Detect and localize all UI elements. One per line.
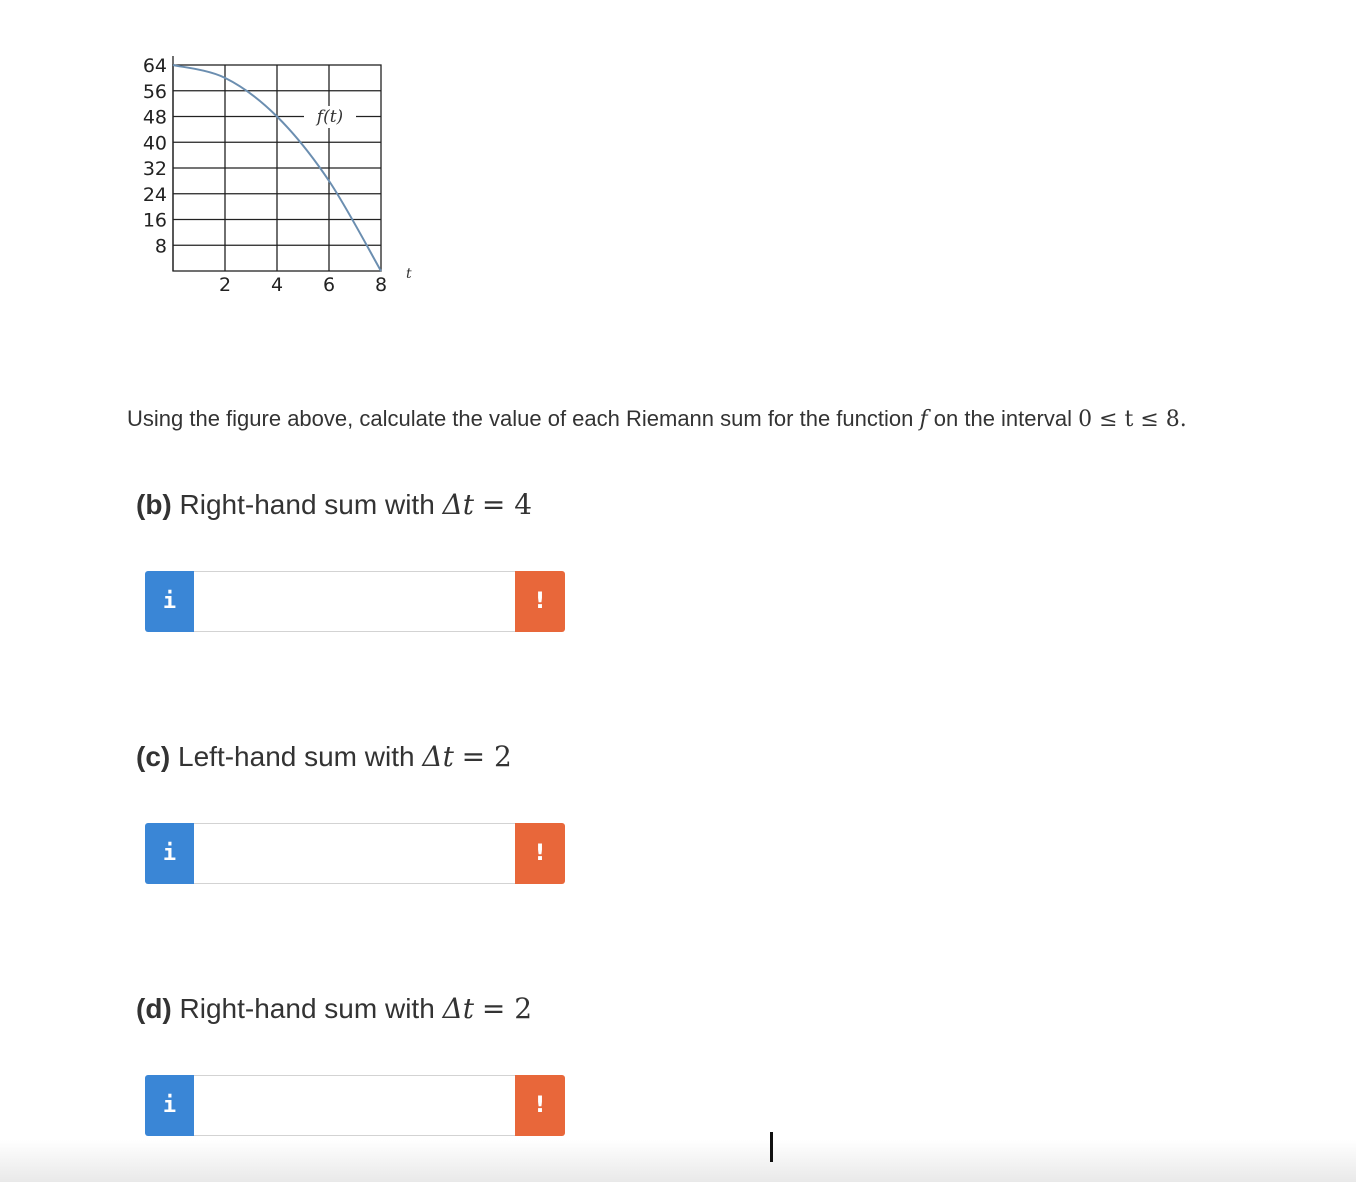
part-c-value: = 2	[461, 740, 512, 773]
part-c-text: Left-hand sum with	[178, 741, 415, 772]
y-tick-label: 24	[142, 183, 167, 206]
x-tick-label: 8	[374, 274, 388, 296]
prompt-interval: 0 ≤ t ≤ 8.	[1078, 407, 1187, 432]
prompt-text: Using the figure above, calculate the value of each Riemann sum for the function	[127, 406, 914, 431]
bottom-fade	[0, 1140, 1356, 1182]
part-d-text: Right-hand sum with	[179, 993, 435, 1024]
y-tick-label: 16	[142, 209, 167, 232]
y-tick-label: 56	[142, 80, 167, 103]
part-d-info-button[interactable]: i	[145, 1075, 194, 1136]
question-prompt	[127, 406, 1187, 432]
prompt-interval-prefix: on the interval	[933, 406, 1072, 431]
part-d-warning-button[interactable]: !	[515, 1075, 565, 1136]
part-b-text: Right-hand sum with	[179, 489, 435, 520]
part-b-label	[136, 488, 532, 521]
part-b-warning-button[interactable]: !	[515, 571, 565, 632]
y-tick-label: 40	[142, 132, 167, 155]
part-d-answer-input[interactable]	[194, 1075, 515, 1136]
y-tick-label: 64	[142, 55, 167, 77]
part-b-answer-input[interactable]	[194, 571, 515, 632]
x-tick-label: 4	[270, 274, 284, 296]
part-c-info-button[interactable]: i	[145, 823, 194, 884]
part-d-letter: (d)	[136, 993, 172, 1024]
x-axis-label: t	[406, 266, 412, 282]
y-tick-label: 48	[142, 106, 167, 129]
curve-label: f(t)	[316, 107, 344, 127]
part-d-answer	[145, 1075, 565, 1136]
part-c-answer-input[interactable]	[194, 823, 515, 884]
riemann-graph	[120, 50, 420, 300]
part-d-delta: Δt	[442, 992, 475, 1025]
part-b-info-button[interactable]: i	[145, 571, 194, 632]
part-b-value: = 4	[481, 488, 533, 521]
part-b-delta: Δt	[442, 488, 475, 521]
part-b-answer	[145, 571, 565, 632]
graph-grid	[173, 56, 381, 271]
part-c-answer	[145, 823, 565, 884]
part-c-warning-button[interactable]: !	[515, 823, 565, 884]
part-c-letter: (c)	[136, 741, 171, 772]
part-d-value: = 2	[481, 992, 533, 1025]
part-b-letter: (b)	[136, 489, 172, 520]
text-cursor	[770, 1132, 773, 1162]
part-c-label	[136, 740, 512, 773]
x-tick-label: 2	[218, 274, 232, 296]
y-tick-label: 32	[142, 158, 167, 180]
part-c-delta: Δt	[422, 740, 454, 773]
y-tick-label: 8	[154, 235, 167, 258]
part-d-label	[136, 992, 532, 1025]
x-tick-label: 6	[322, 274, 336, 296]
prompt-function: f	[919, 407, 928, 432]
